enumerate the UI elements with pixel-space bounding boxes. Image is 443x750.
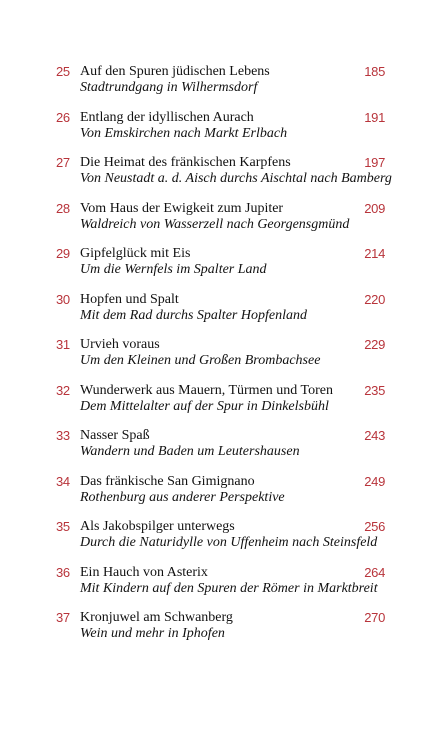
- toc-entry-32[interactable]: [0, 382, 443, 428]
- entry-subtitle: Um die Wernfels im Spalter Land: [80, 262, 267, 277]
- entry-number: 27: [56, 155, 70, 170]
- entry-page-number: 185: [364, 64, 385, 79]
- toc-entry-26[interactable]: [0, 109, 443, 155]
- entry-page-number: 249: [364, 473, 385, 489]
- entry-subtitle: Mit Kindern auf den Spuren der Römer in Marktbreit: [80, 580, 378, 596]
- entry-page-number: 229: [364, 337, 385, 352]
- entry-page-number: 235: [364, 382, 385, 398]
- entry-title: Gipfelglück mit Eis: [80, 246, 191, 261]
- entry-number: 36: [56, 564, 70, 580]
- entry-title: Nasser Spaß: [80, 428, 150, 443]
- entry-number: 33: [56, 428, 70, 443]
- entry-subtitle: Von Neustadt a. d. Aisch durchs Aischtal nach Bamberg: [80, 171, 392, 186]
- entry-subtitle: Von Emskirchen nach Markt Erlbach: [80, 125, 288, 141]
- entry-title: Urvieh voraus: [80, 337, 160, 352]
- entry-subtitle: Rothenburg aus anderer Perspektive: [80, 489, 285, 505]
- entry-page-number: 214: [364, 246, 385, 261]
- entry-page-number: 256: [364, 519, 385, 534]
- toc-entry-31[interactable]: [0, 336, 443, 382]
- entry-subtitle: Dem Mittelalter auf der Spur in Dinkelsbühl: [80, 398, 329, 414]
- entry-page-number: 209: [364, 200, 385, 216]
- entry-number: 28: [56, 200, 70, 216]
- entry-subtitle: Mit dem Rad durchs Spalter Hopfenland: [80, 307, 307, 323]
- entry-page-number: 264: [364, 564, 385, 580]
- entry-title: Wunderwerk aus Mauern, Türmen und Toren: [80, 382, 333, 398]
- entry-subtitle: Stadtrundgang in Wilhermsdorf: [80, 80, 258, 95]
- entry-title: Auf den Spuren jüdischen Lebens: [80, 64, 270, 79]
- entry-page-number: 220: [364, 291, 385, 307]
- entry-number: 37: [56, 610, 70, 625]
- entry-subtitle: Waldreich von Wasserzell nach Georgensgmünd: [80, 216, 350, 232]
- entry-number: 25: [56, 64, 70, 79]
- toc-entry-28[interactable]: [0, 200, 443, 246]
- entry-title: Hopfen und Spalt: [80, 291, 179, 307]
- entry-number: 34: [56, 473, 70, 489]
- entry-number: 31: [56, 337, 70, 352]
- toc-entry-30[interactable]: [0, 291, 443, 337]
- entry-number: 26: [56, 109, 70, 125]
- entry-page-number: 191: [364, 109, 385, 125]
- toc-entry-25[interactable]: [0, 63, 443, 109]
- entry-page-number: 270: [364, 610, 385, 625]
- toc-entry-27[interactable]: [0, 154, 443, 200]
- toc-entry-35[interactable]: [0, 518, 443, 564]
- toc-entry-36[interactable]: [0, 564, 443, 610]
- entry-title: Entlang der idyllischen Aurach: [80, 109, 254, 125]
- entry-subtitle: Wein und mehr in Iphofen: [80, 626, 225, 641]
- entry-title: Als Jakobspilger unterwegs: [80, 519, 235, 534]
- entry-subtitle: Durch die Naturidylle von Uffenheim nach Steinsfeld: [80, 535, 378, 550]
- table-of-contents: [0, 63, 443, 655]
- entry-title: Das fränkische San Gimignano: [80, 473, 255, 489]
- toc-entry-29[interactable]: [0, 245, 443, 291]
- toc-entry-33[interactable]: [0, 427, 443, 473]
- entry-page-number: 197: [364, 155, 385, 170]
- entry-page-number: 243: [364, 428, 385, 443]
- entry-subtitle: Wandern und Baden um Leutershausen: [80, 444, 300, 459]
- toc-entry-34[interactable]: [0, 473, 443, 519]
- entry-subtitle: Um den Kleinen und Großen Brombachsee: [80, 353, 321, 368]
- entry-title: Ein Hauch von Asterix: [80, 564, 208, 580]
- entry-number: 30: [56, 291, 70, 307]
- toc-entry-37[interactable]: [0, 609, 443, 655]
- entry-title: Die Heimat des fränkischen Karpfens: [80, 155, 291, 170]
- entry-number: 32: [56, 382, 70, 398]
- entry-title: Vom Haus der Ewigkeit zum Jupiter: [80, 200, 284, 216]
- entry-number: 35: [56, 519, 70, 534]
- entry-title: Kronjuwel am Schwanberg: [80, 610, 233, 625]
- entry-number: 29: [56, 246, 70, 261]
